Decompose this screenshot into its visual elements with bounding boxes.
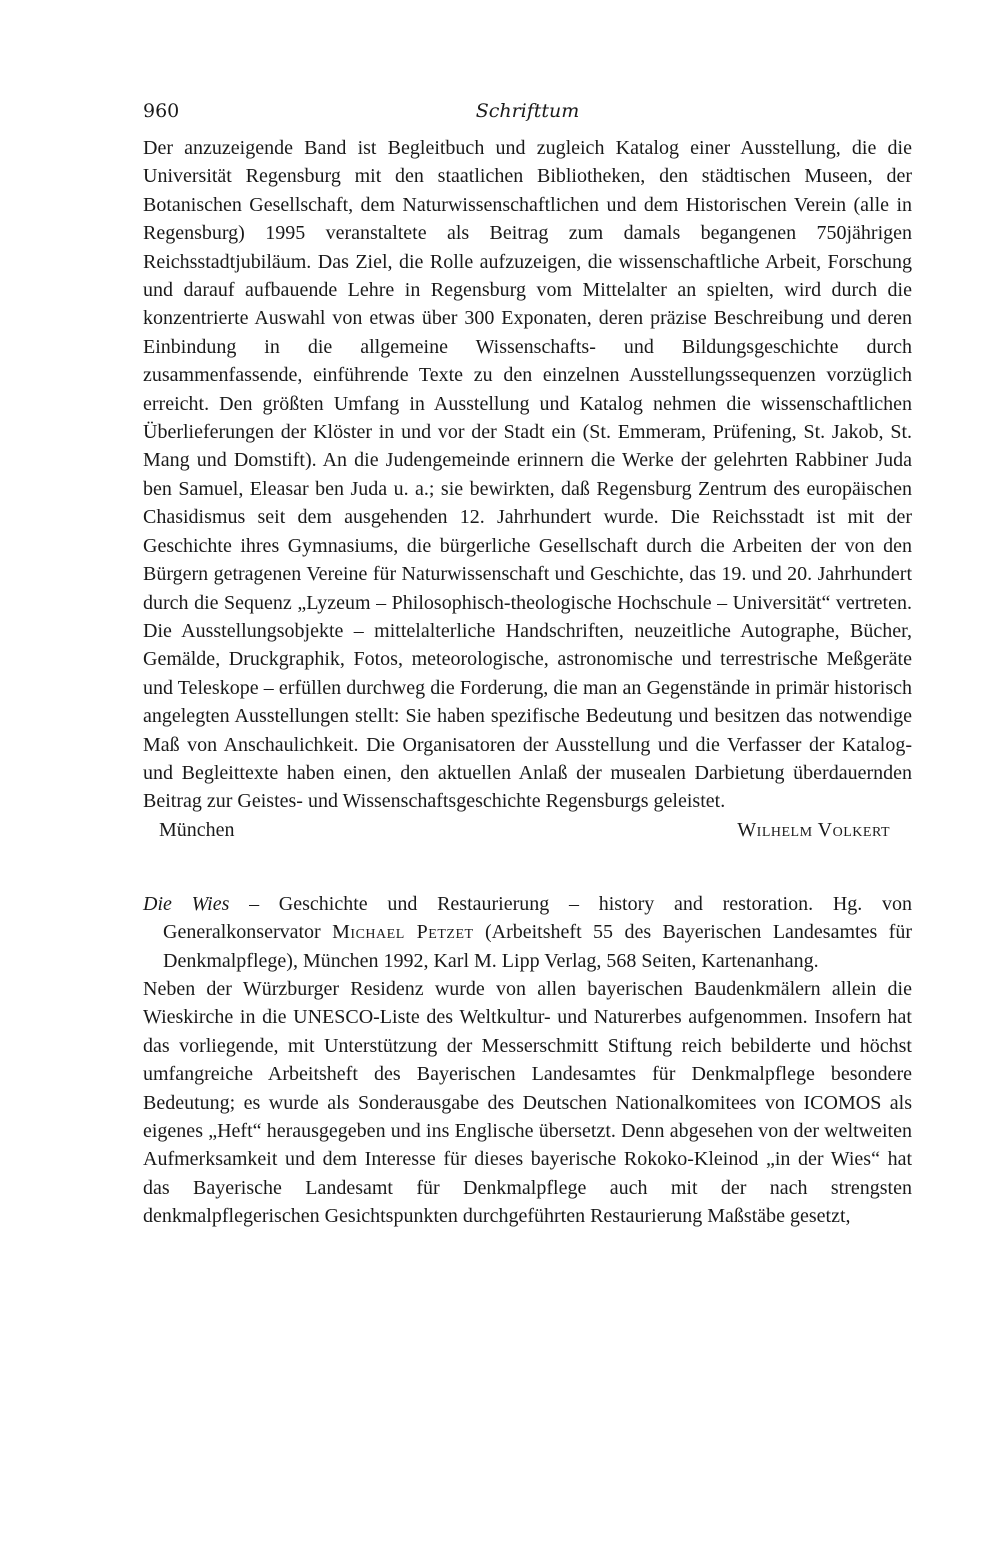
- running-head: [143, 100, 912, 134]
- review-signature-1: [143, 816, 912, 846]
- signature-place: München: [159, 818, 235, 841]
- review-text-1: Der anzuzeigende Band ist Begleitbuch und zugleich Katalog einer Ausstellung, die die Universität Regensburg mit den staatlichen Bibliotheken, den städtischen Museen, der Botanischen Gesellschaft, dem Naturwissenschaftlichen und dem Historischen Verein (alle in Regensburg) 1995 veranstaltete als Beitrag zum damals begangenen 750jährigen Reichsstadtjubiläum. Das Ziel, die Rolle aufzuzeigen, die wissenschaftliche Arbeit, Forschung und darauf aufbauende Lehre in Regensburg vom Mittelalter an spielten, wird durch die konzentrierte Auswahl von etwas über 300 Exponaten, deren präzise Beschreibung und deren Einbindung in die allgemeine Wissenschafts- und Bildungsgeschichte durch zusammenfassende, einführende Texte zu den einzelnen Ausstellungssequenzen vorzüglich erreicht. Den größten Umfang in Ausstellung und Katalog nehmen die wissenschaftlichen Überlieferungen der Klöster in und vor der Stadt ein (St. Emmeram, Prüfening, St. Jakob, St. Mang und Domstift). An die Judengemeinde erinnern die Werke der gelehrten Rabbiner Juda ben Samuel, Eleasar ben Juda u. a.; sie bewirkten, daß Regensburg Zentrum des europäischen Chasidismus seit dem ausgehenden 12. Jahrhundert wurde. Die Reichsstadt ist mit der Geschichte ihres Gymnasiums, die bürgerliche Gesellschaft durch die Arbeiten der von den Bürgern getragenen Vereine für Naturwissenschaft und Geschichte, das 19. und 20. Jahrhundert durch die Sequenz „Lyzeum – Philosophisch-theologische Hochschule – Universität“ vertreten. Die Ausstellungsobjekte – mittelalterliche Handschriften, neuzeitliche Autographe, Bücher, Gemälde, Druckgraphik, Fotos, meteorologische, astronomische und terrestrische Meßgeräte und Teleskope – erfüllen durchweg die Forderung, die man an Gegenstände in primär historisch angelegten Ausstellungen stellt: Sie haben spezifische Bedeutung und besitzen das notwendige Maß von Anschaulichkeit. Die Organisatoren der Ausstellung und die Verfasser der Katalog- und Begleittexte haben einen, den aktuellen Anlaß der musealen Darbietung überdauernden Beitrag zur Geistes- und Wissenschaftsgeschichte Regensburgs geleistet.: [143, 137, 912, 813]
- entry-description-a: – Geschichte und Restaurierung – history and restoration. Hg. von Generalkonservator: [163, 892, 912, 944]
- entry-description-b: (Arbeitsheft 55 des Bayerischen Landesamtes für Denkmalpflege), München 1992, Karl M. Lipp Verlag, 568 Seiten, Kartenanhang.: [163, 921, 912, 972]
- entry-editor: Michael Petzet: [332, 921, 474, 944]
- page-number: 960: [143, 100, 180, 122]
- review-text-2: Neben der Würzburger Residenz wurde von allen bayerischen Baudenkmälern allein die Wieskirche in die UNESCO-Liste des Weltkultur- und Naturerbes aufgenommen. Insofern hat das vorliegende, mit Unterstützung der Messerschmitt Stiftung reich bebilderte und höchst umfangreiche Arbeitsheft des Bayerischen Landesamtes für Denkmalpflege besondere Bedeutung; es wurde als Sonderausgabe des Deutschen Nationalkomitees von ICOMOS als eigenes „Heft“ herausgegeben und ins Englische übersetzt. Denn abgesehen von der weltweiten Aufmerksamkeit und dem Interesse für dieses bayerische Rokoko-Kleinod „in der Wies“ hat das Bayerische Landesamt für Denkmalpflege auch mit der nach strengsten denkmalpflegerischen Gesichtspunkten durchgeführten Restaurierung Maßstäbe gesetzt,: [143, 977, 912, 1228]
- running-title: Schrifttum: [475, 100, 580, 122]
- signature-author: Wilhelm Volkert: [737, 818, 890, 841]
- document-page: [143, 100, 912, 1231]
- bibliographic-entry: [143, 890, 912, 975]
- entry-title: Die Wies: [143, 892, 230, 915]
